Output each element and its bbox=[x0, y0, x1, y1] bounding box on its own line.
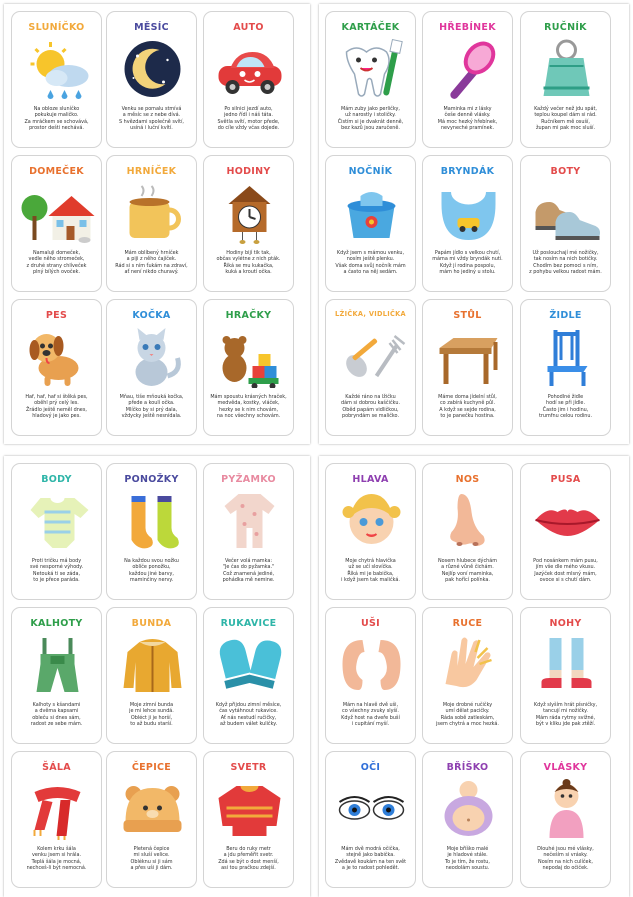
verse-line: A když se sejde rodina, bbox=[439, 406, 496, 413]
verse-line: až budem válet kuličky. bbox=[219, 720, 278, 727]
card-title: MĚSÍC bbox=[134, 22, 169, 33]
card-ruce bbox=[422, 607, 513, 744]
card-rukavice bbox=[203, 607, 294, 744]
bear-hat-icon bbox=[115, 778, 190, 840]
verse-line: tancují mi nožičky. bbox=[543, 708, 588, 715]
card-pes bbox=[11, 299, 102, 436]
verse-line: Rád si s ním ťukám na zdraví, bbox=[115, 262, 188, 269]
house-icon bbox=[20, 182, 95, 244]
nose-icon bbox=[431, 490, 506, 552]
verse-line: Teplá šála je mocná, bbox=[31, 858, 82, 865]
card-verse bbox=[329, 558, 412, 583]
card-sala bbox=[11, 751, 102, 888]
verse-line: je mi lehce sundá. bbox=[129, 708, 174, 715]
verse-line: kuká a kroutí očka. bbox=[225, 268, 272, 275]
card-lzicka bbox=[325, 299, 416, 436]
card-zidle bbox=[520, 299, 611, 436]
verse-line: hodí se při jídle. bbox=[546, 400, 585, 407]
verse-line: Obléct ji je horší, bbox=[130, 714, 173, 721]
verse-line: pohádka mě nemine. bbox=[222, 576, 275, 583]
verse-line: na noc všechny schovám. bbox=[216, 412, 281, 419]
verse-line: máma mi vždy bryndák nutí. bbox=[432, 256, 503, 263]
verse-line: Říká mi je babička, bbox=[347, 570, 394, 577]
verse-line: už se učí slovíčka. bbox=[348, 564, 393, 571]
card-kocka bbox=[106, 299, 197, 436]
card-hrnicek bbox=[106, 155, 197, 292]
verse-line: Máme doma jídelní stůl, bbox=[438, 394, 497, 400]
verse-line: jsem chytrá a moc hezká. bbox=[436, 720, 499, 727]
card-title: NOS bbox=[455, 474, 480, 485]
sun-cloud-icon bbox=[20, 38, 95, 100]
card-verse bbox=[15, 558, 98, 583]
card-verse bbox=[426, 106, 509, 131]
card-title: KARTÁČEK bbox=[341, 22, 400, 33]
card-title: LŽIČKA, VIDLIČKA bbox=[335, 310, 406, 318]
card-hodiny bbox=[203, 155, 294, 292]
card-verse bbox=[15, 702, 98, 727]
verse-line: Ať nás nestudí ručičky, bbox=[220, 714, 277, 721]
verse-line: Už poslouchají mé nožičky, bbox=[532, 250, 599, 256]
verse-line: mám ho jediný u stolu. bbox=[439, 268, 496, 275]
bodysuit-icon bbox=[20, 490, 95, 552]
verse-line: stejně jako babička. bbox=[346, 852, 395, 859]
card-verse bbox=[110, 846, 193, 871]
verse-line: Proti tričku má body bbox=[31, 558, 82, 564]
card-oci bbox=[325, 751, 416, 888]
jacket-icon bbox=[115, 634, 190, 696]
card-svetr bbox=[203, 751, 294, 888]
verse-line: už narostly i stoličky. bbox=[345, 112, 396, 119]
card-pusa bbox=[520, 463, 611, 600]
sweater-icon bbox=[212, 778, 287, 840]
verse-line: umí dělat pacičky. bbox=[445, 708, 490, 715]
verse-line: Každé ráno na lžičku bbox=[345, 394, 396, 400]
verse-line: Haf, haf, haf si štěká pes, bbox=[25, 394, 88, 400]
verse-line: Po silnici jezdí auto, bbox=[224, 106, 273, 112]
verse-line: Když jsem s mámou venku, bbox=[336, 250, 405, 256]
verse-line: plný bílých ovoček. bbox=[32, 268, 81, 275]
card-title: ŽIDLE bbox=[549, 310, 582, 321]
toys-icon bbox=[212, 326, 287, 388]
verse-line: ovoce si s chutí dám. bbox=[539, 576, 592, 583]
verse-line: Moje zimní bunda bbox=[129, 702, 174, 708]
dog-icon bbox=[20, 326, 95, 388]
verse-line: i když jsem tak maličká. bbox=[341, 576, 400, 583]
card-title: PES bbox=[45, 310, 68, 321]
verse-line: své nesporné výhody. bbox=[29, 564, 84, 571]
verse-line: tak nosím na nich botičky. bbox=[533, 256, 598, 263]
verse-line: usíná i luční kvítí. bbox=[130, 124, 173, 131]
card-stul bbox=[422, 299, 513, 436]
verse-line: každou jiné barvy, bbox=[129, 570, 174, 577]
card-verse bbox=[524, 394, 607, 419]
card-title: RUKAVICE bbox=[220, 618, 277, 629]
verse-line: Však doma svůj nočník mám bbox=[335, 262, 406, 269]
card-mesic bbox=[106, 11, 197, 148]
card-hracky bbox=[203, 299, 294, 436]
verse-line: Kolem krku šála bbox=[37, 846, 76, 852]
verse-line: vedle něho stromeček, bbox=[28, 256, 85, 263]
verse-line: venku jsem si hrála. bbox=[31, 852, 82, 859]
card-verse bbox=[329, 394, 412, 419]
card-verse bbox=[110, 702, 193, 727]
cup-icon bbox=[115, 182, 190, 244]
verse-line: nepodaj do očiček. bbox=[542, 864, 589, 871]
verse-line: dám si dobrou kaščičku. bbox=[341, 400, 400, 407]
card-bryndak bbox=[422, 155, 513, 292]
verse-line: Což znamená jediné, bbox=[222, 570, 275, 577]
card-title: KALHOTY bbox=[30, 618, 83, 629]
card-title: STŮL bbox=[453, 310, 482, 321]
verse-line: Pletená čepice bbox=[133, 846, 170, 852]
verse-line: a často na něj sedám. bbox=[343, 268, 398, 275]
verse-line: prostor dešti nechává. bbox=[29, 124, 84, 131]
card-verse bbox=[110, 250, 193, 275]
card-kalhoty bbox=[11, 607, 102, 744]
scarf-icon bbox=[20, 778, 95, 840]
verse-line: oblíče ponožku, bbox=[132, 564, 171, 571]
verse-line: Každý večer než jdu spát, bbox=[534, 106, 597, 112]
card-title: SLUNÍČKO bbox=[28, 22, 85, 33]
overalls-icon bbox=[20, 634, 95, 696]
car-icon bbox=[212, 38, 287, 100]
verse-line: Oběd papám vidličkou, bbox=[342, 406, 399, 413]
card-nos bbox=[422, 463, 513, 600]
verse-line: Beru do ruky metr bbox=[226, 846, 271, 852]
card-title: NOHY bbox=[549, 618, 582, 629]
hairbrush-icon bbox=[431, 38, 506, 100]
card-rucnik bbox=[520, 11, 611, 148]
verse-line: z druhé strany chlíveček bbox=[26, 262, 87, 269]
verse-line: neodolám soustu. bbox=[445, 864, 490, 871]
verse-line: z pohybu velkou radost mám. bbox=[529, 268, 602, 275]
verse-line: Dlouhé jsou mé vlásky, bbox=[537, 846, 594, 852]
card-nohy bbox=[520, 607, 611, 744]
card-title: BODY bbox=[41, 474, 72, 485]
verse-line: Mám dvě modrá očička, bbox=[341, 846, 400, 852]
card-title: HLAVA bbox=[352, 474, 389, 485]
card-auto bbox=[203, 11, 294, 148]
verse-line: Čistím si je dvakrát denně, bbox=[337, 118, 404, 125]
verse-line: a měsíc se z nebe dívá. bbox=[122, 112, 181, 119]
verse-line: Moje bříško malé bbox=[446, 846, 489, 852]
verse-line: S hvězdami společně svítí, bbox=[118, 118, 184, 125]
verse-line: trumfnu celou rodinu. bbox=[538, 412, 593, 419]
card-verse bbox=[15, 250, 98, 275]
verse-line: Zvědavě koukám na ten svět bbox=[334, 858, 407, 865]
verse-line: být v kliku jde pak ztěží. bbox=[535, 720, 596, 727]
card-verse bbox=[207, 106, 290, 131]
verse-line: medvěda, kostky, vláček, bbox=[217, 400, 280, 407]
verse-line: a dvěma kapsami bbox=[34, 708, 79, 715]
verse-line: nosím ještě plenku. bbox=[346, 256, 395, 263]
verse-line: jedno řídí i náš táta. bbox=[223, 112, 273, 119]
verse-line: Netouká ti se záda, bbox=[32, 570, 81, 577]
verse-line: Moje chytrá hlavička bbox=[345, 558, 396, 564]
card-verse bbox=[524, 702, 607, 727]
card-verse bbox=[426, 250, 509, 275]
card-title: BRYNDÁK bbox=[440, 166, 495, 177]
card-verse bbox=[524, 106, 607, 131]
verse-line: Nejlíp voní maminka, bbox=[441, 570, 494, 577]
card-verse bbox=[207, 846, 290, 871]
verse-line: Ráda sobě zatleskám, bbox=[440, 714, 495, 721]
card-verse bbox=[207, 558, 290, 583]
card-title: PUSA bbox=[550, 474, 581, 485]
card-title: BUNDA bbox=[131, 618, 172, 629]
verse-line: Papám jídlo s velkou chutí, bbox=[434, 250, 501, 256]
card-verse bbox=[15, 106, 98, 131]
verse-line: "Je čas do pyžamka." bbox=[222, 564, 275, 571]
card-title: HRAČKY bbox=[225, 310, 272, 321]
verse-line: maminčiny nervy. bbox=[129, 576, 174, 583]
card-verse bbox=[524, 558, 607, 583]
card-vlasky bbox=[520, 751, 611, 888]
verse-line: Má moc hezký hřebínek, bbox=[437, 118, 498, 125]
girl-face-icon bbox=[334, 490, 409, 552]
card-title: HŘEBÍNEK bbox=[439, 22, 496, 33]
verse-line: a jdu přeměřit svetr. bbox=[223, 852, 274, 859]
card-title: NOČNÍK bbox=[348, 166, 393, 177]
verse-line: Na každou svou nožku bbox=[124, 558, 179, 564]
cat-icon bbox=[115, 326, 190, 388]
verse-line: Žrádlo ještě neměl dnes, bbox=[26, 406, 87, 413]
verse-line: Hodiny bijí tik tak, bbox=[226, 250, 271, 256]
tooth-brush-icon bbox=[334, 38, 409, 100]
card-ponozky bbox=[106, 463, 197, 600]
verse-line: češe denně vlásky. bbox=[444, 112, 491, 119]
card-title: SVETR bbox=[230, 762, 267, 773]
card-verse bbox=[329, 106, 412, 131]
verse-line: vždycky ještě nesnídala. bbox=[121, 412, 182, 419]
card-slunicko bbox=[11, 11, 102, 148]
verse-line: Nosím na nich culíček, bbox=[538, 858, 593, 865]
verse-line: co všechny zvuky slyší. bbox=[342, 708, 399, 715]
verse-line: Světla svítí, motor přede, bbox=[217, 118, 280, 125]
card-kartacek bbox=[325, 11, 416, 148]
card-body bbox=[11, 463, 102, 600]
verse-line: hezky se k nim chovám, bbox=[218, 406, 279, 413]
card-verse bbox=[110, 106, 193, 131]
verse-line: nečeším si vrásky. bbox=[543, 852, 588, 859]
verse-line: co zabírá kuchyně půl. bbox=[439, 400, 496, 407]
card-cepice bbox=[106, 751, 197, 888]
card-usi bbox=[325, 607, 416, 744]
verse-line: Pohodlné židle bbox=[547, 394, 584, 400]
verse-line: a piji z něho čajíček. bbox=[126, 256, 177, 263]
eyes-icon bbox=[334, 778, 409, 840]
verse-line: pak hořící polínka. bbox=[445, 576, 490, 583]
cuckoo-clock-icon bbox=[212, 182, 287, 244]
verse-line: asi tou pračkou zdejší. bbox=[221, 864, 276, 871]
card-verse bbox=[110, 558, 193, 583]
card-nocnik bbox=[325, 155, 416, 292]
verse-line: To je tím, že rostu, bbox=[445, 858, 490, 865]
verse-line: a různé vůně čichám. bbox=[441, 564, 494, 571]
card-verse bbox=[524, 250, 607, 275]
card-bunda bbox=[106, 607, 197, 744]
verse-line: nechceš-li být nemocná. bbox=[26, 864, 87, 871]
verse-line: Za mráčkem se schovává, bbox=[24, 118, 89, 125]
card-title: RUČNÍK bbox=[544, 22, 587, 33]
verse-line: Když jí rodina pospolu, bbox=[439, 262, 496, 269]
mittens-icon bbox=[212, 634, 287, 696]
verse-line: Když host na dveře buší bbox=[341, 714, 400, 721]
verse-line: Když přijdou zimní měsíce, bbox=[215, 702, 282, 708]
verse-line: Často jim i hodinu, bbox=[542, 406, 589, 413]
card-title: BOTY bbox=[550, 166, 581, 177]
card-verse bbox=[329, 846, 412, 871]
verse-line: do cíle vždy včas dojede. bbox=[217, 124, 280, 131]
towel-icon bbox=[529, 38, 604, 100]
card-title: KOČKA bbox=[132, 310, 171, 321]
baby-girl-icon bbox=[529, 778, 604, 840]
verse-line: ať není nikdo churavý. bbox=[124, 268, 179, 275]
bib-icon bbox=[431, 182, 506, 244]
card-verse bbox=[110, 394, 193, 419]
verse-line: pokukuje maličko. bbox=[34, 112, 79, 119]
potty-icon bbox=[334, 182, 409, 244]
card-verse bbox=[207, 702, 290, 727]
verse-line: radost ze sebe mám. bbox=[30, 720, 83, 727]
verse-line: i cupitání myší. bbox=[351, 720, 390, 727]
card-title: ČEPICE bbox=[131, 762, 172, 773]
chair-icon bbox=[529, 326, 604, 388]
belly-icon bbox=[431, 778, 506, 840]
moon-icon bbox=[115, 38, 190, 100]
card-pyzamko bbox=[203, 463, 294, 600]
card-verse bbox=[329, 702, 412, 727]
card-boty bbox=[520, 155, 611, 292]
verse-line: Večer volá mamka: bbox=[225, 558, 272, 564]
card-verse bbox=[426, 558, 509, 583]
verse-line: Jazýček dost mlsný mám, bbox=[534, 570, 597, 577]
verse-line: Chodím bez pomoci s ním, bbox=[533, 262, 598, 269]
verse-line: přede a koulí očka. bbox=[128, 400, 175, 407]
card-title: BŘÍŠKO bbox=[446, 762, 489, 773]
verse-line: to je přece paráda. bbox=[33, 576, 80, 583]
verse-line: čas vytáhnout rukavice. bbox=[219, 708, 278, 715]
verse-line: Mám na hlavě dvě uši, bbox=[342, 702, 399, 708]
card-title: ŠÁLA bbox=[42, 762, 71, 773]
verse-line: Venku se pomalu stmívá bbox=[121, 106, 182, 112]
verse-line: a přes uši ji dám. bbox=[130, 864, 173, 871]
verse-line: teplou koupel dám si rád. bbox=[534, 112, 597, 119]
card-verse bbox=[207, 250, 290, 275]
verse-line: Ručníkem mě osuší, bbox=[541, 118, 590, 125]
card-title: DOMEČEK bbox=[29, 166, 84, 177]
verse-line: Mám zuby jako perličky, bbox=[341, 106, 400, 112]
shoes-icon bbox=[529, 182, 604, 244]
verse-line: to je panečku hostina. bbox=[440, 412, 495, 419]
card-title: RUCE bbox=[452, 618, 483, 629]
pajamas-icon bbox=[212, 490, 287, 552]
verse-line: Na obloze sluníčko bbox=[33, 106, 80, 112]
card-title: VLÁSKY bbox=[543, 762, 588, 773]
verse-line: Pod nosánkem mám pusu, bbox=[533, 558, 598, 564]
lips-icon bbox=[529, 490, 604, 552]
hands-icon bbox=[431, 634, 506, 696]
ears-icon bbox=[334, 634, 409, 696]
card-title: UŠI bbox=[361, 618, 380, 629]
card-title: OČI bbox=[360, 762, 381, 773]
card-verse bbox=[329, 250, 412, 275]
verse-line: Obléknu si ji sám bbox=[130, 858, 173, 865]
verse-line: oběhl prý celý les. bbox=[34, 400, 79, 407]
verse-line: jím vše dle mého vkusu. bbox=[535, 564, 596, 571]
verse-line: a je to radost pohledět. bbox=[341, 864, 400, 871]
verse-line: Když slyším hrát písničky, bbox=[533, 702, 598, 708]
verse-line: obleču si dnes sám, bbox=[32, 714, 81, 721]
card-verse bbox=[426, 702, 509, 727]
verse-line: Říká se mu kukačka, bbox=[223, 262, 274, 269]
verse-line: Zdá se být o dost menší, bbox=[218, 858, 279, 865]
card-verse bbox=[15, 846, 98, 871]
card-verse bbox=[426, 394, 509, 419]
verse-line: Mám oblíbený hrníček bbox=[124, 250, 179, 256]
verse-line: mi sluší velice. bbox=[133, 852, 170, 859]
verse-line: Moje drobné ručičky bbox=[442, 702, 493, 708]
card-bricko bbox=[422, 751, 513, 888]
verse-line: je hladové stále. bbox=[447, 852, 488, 859]
card-verse bbox=[15, 394, 98, 419]
card-hrebinek bbox=[422, 11, 513, 148]
verse-line: Nosem hlubece dýchám bbox=[438, 558, 497, 564]
verse-line: bez kazů jsou zaručeně. bbox=[341, 124, 400, 131]
verse-line: to až budu starší. bbox=[130, 720, 173, 727]
verse-line: Namaluji domeček, bbox=[32, 250, 81, 256]
card-title: PONOŽKY bbox=[124, 474, 179, 485]
verse-line: nevyneché pramínek. bbox=[440, 124, 495, 131]
verse-line: župan mi pak moc sluší. bbox=[535, 124, 596, 131]
socks-icon bbox=[115, 490, 190, 552]
card-title: PYŽAMKO bbox=[221, 474, 276, 485]
table-icon bbox=[431, 326, 506, 388]
card-verse bbox=[524, 846, 607, 871]
verse-line: hladový je jako pes. bbox=[32, 412, 81, 419]
card-verse bbox=[426, 846, 509, 871]
spoon-fork-icon bbox=[334, 326, 409, 388]
card-verse bbox=[207, 394, 290, 419]
card-title: AUTO bbox=[233, 22, 264, 33]
verse-line: pobryndám se maličko. bbox=[341, 412, 400, 419]
verse-line: Mám spoustu krásných hraček, bbox=[210, 394, 287, 400]
card-hlava bbox=[325, 463, 416, 600]
card-title: HRNÍČEK bbox=[126, 166, 177, 177]
verse-line: Mám ráda rytmy svižné, bbox=[535, 714, 596, 721]
verse-line: Kalhoty s kšandami bbox=[32, 702, 81, 708]
card-title: HODINY bbox=[226, 166, 271, 177]
card-domecek bbox=[11, 155, 102, 292]
verse-line: Mňau, tiše mňouká kočka, bbox=[119, 394, 184, 400]
verse-line: Mlíčko by si prý dala, bbox=[125, 406, 178, 413]
verse-line: Maminka mi z lásky bbox=[443, 106, 492, 112]
verse-line: občas vylétne z nich pták. bbox=[216, 256, 281, 263]
legs-icon bbox=[529, 634, 604, 696]
